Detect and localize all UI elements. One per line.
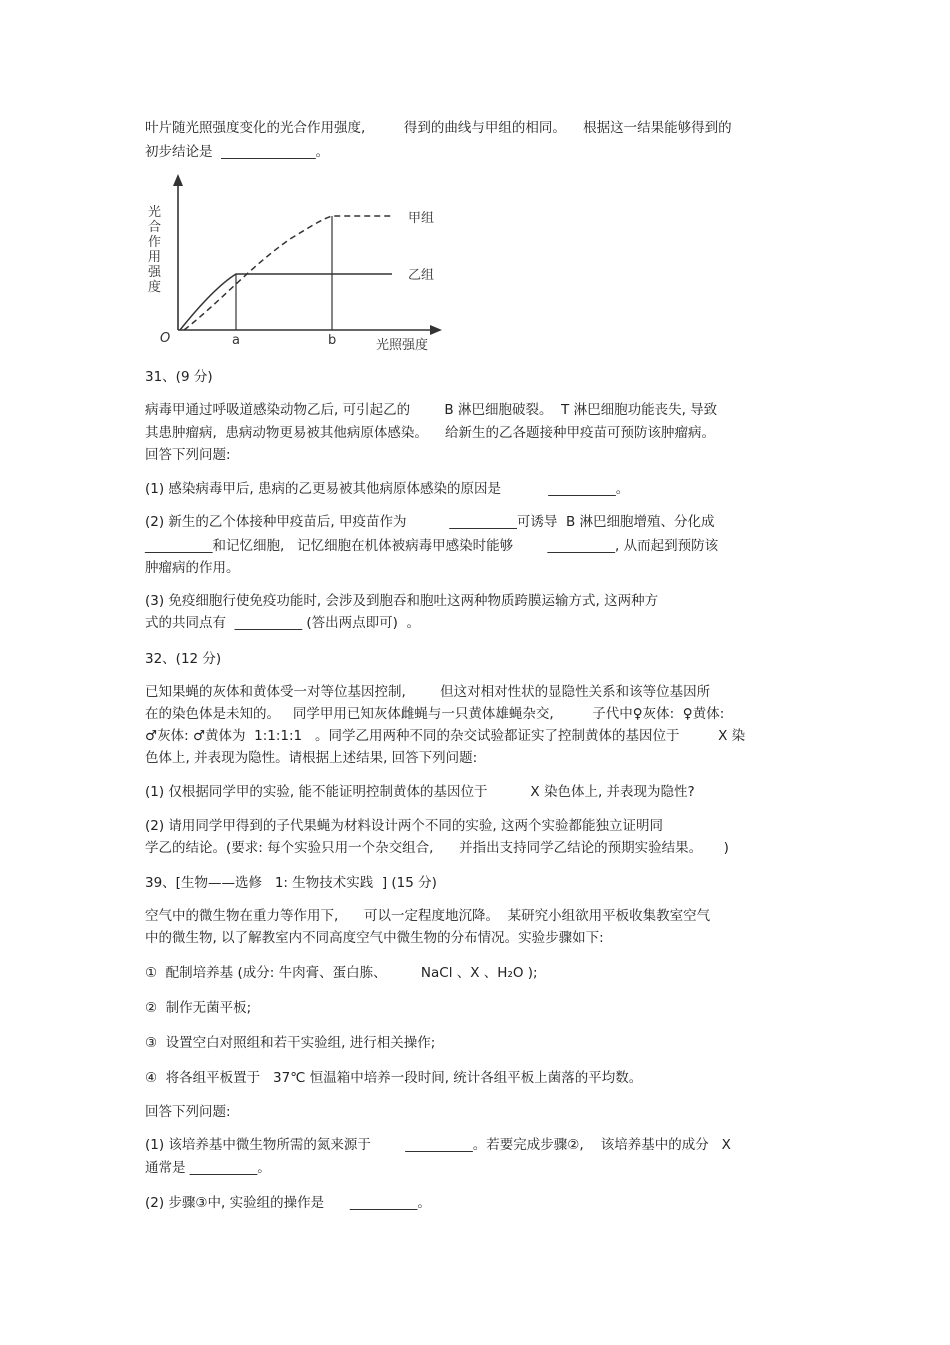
series-label-jia: 甲组 [408,211,435,226]
q32-s2b: 学乙的结论。(要求: 每个实验只用一个杂交组合, 并指出支持同学乙结论的预期实验结果。 ) [145,840,729,856]
y-axis-label-char: 合 [148,220,162,235]
q39-step3: ③ 设置空白对照组和若干实验组, 进行相关操作; [145,1035,436,1051]
q31-s2b: __________和记忆细胞, 记忆细胞在机体被病毒甲感染时能够 __________, 从而起到预防该 [145,538,719,554]
q39-s1a: (1) 该培养基中微生物所需的氮来源于 __________。若要完成步骤②, 该培养基中的成分 X [145,1137,731,1153]
q32-p3: ♂灰体: ♂黄体为 1:1:1:1 。同学乙用两种不同的杂交试验都证实了控制黄体的基因位于 X 染 [145,728,746,744]
q31-p3: 回答下列问题: [145,447,231,463]
q32-s2a: (2) 请用同学甲得到的子代果蝇为材料设计两个不同的实验, 这两个实验都能独立证明同 [145,818,663,834]
q32-p4: 色体上, 并表现为隐性。请根据上述结果, 回答下列问题: [145,750,478,766]
q32-header: 32、(12 分) [145,651,222,667]
x-axis-label: 光照强度 [376,338,429,353]
y-axis-label-char: 光 [148,205,162,220]
q39-s2: (2) 步骤③中, 实验组的操作是 __________。 [145,1195,431,1211]
y-axis-label-char: 强 [148,265,162,280]
q31-s2a: (2) 新生的乙个体接种甲疫苗后, 甲疫苗作为 __________可诱导 B 淋巴细胞增殖、分化成 [145,514,715,530]
q39-step1: ① 配制培养基 (成分: 牛肉膏、蛋白胨、 NaCl 、X 、H₂O ); [145,965,538,981]
q39-s1b: 通常是 __________。 [145,1160,271,1176]
q39-step2: ② 制作无菌平板; [145,1000,252,1016]
y-axis-label-char: 度 [148,280,162,295]
q39-p2: 中的微生物, 以了解教室内不同高度空气中微生物的分布情况。实验步骤如下: [145,930,604,946]
x-axis-arrow [430,325,442,335]
x-tick-b: b [328,333,337,348]
y-axis-label [148,204,162,295]
q39-step4: ④ 将各组平板置于 37℃ 恒温箱中培养一段时间, 统计各组平板上菌落的平均数。 [145,1070,643,1086]
q39-p1: 空气中的微生物在重力等作用下, 可以一定程度地沉降。 某研究小组欲用平板收集教室空气 [145,908,711,924]
q31-s3a: (3) 免疫细胞行使免疫功能时, 会涉及到胞吞和胞吐这两种物质跨膜运输方式, 这两种方 [145,593,659,609]
q31-p2: 其患肿瘤病, 患病动物更易被其他病原体感染。 给新生的乙各题接种甲疫苗可预防该肿瘤病。 [145,425,716,441]
q32-p2: 在的染色体是未知的。 同学甲用已知灰体雌蝇与一只黄体雄蝇杂交, 子代中♀灰体: ♀黄体: [145,706,725,722]
x-tick-a: a [232,333,240,348]
q32-s1: (1) 仅根据同学甲的实验, 能不能证明控制黄体的基因位于 X 染色体上, 并表现为隐性? [145,784,695,800]
q39-header: 39、[生物——选修 1: 生物技术实践 ] (15 分) [145,875,437,891]
series-line-jia [184,216,392,330]
origin-label: O [160,331,171,346]
q32-p1: 已知果蝇的灰体和黄体受一对等位基因控制, 但这对相对性状的显隐性关系和该等位基因所 [145,684,711,700]
y-axis-arrow [173,174,183,186]
q31-s3b: 式的共同点有 __________ (答出两点即可) 。 [145,615,420,631]
q31-s2c: 肿瘤病的作用。 [145,560,240,576]
intro-line-1: 叶片随光照强度变化的光合作用强度, 得到的曲线与甲组的相同。 根据这一结果能够得到的 [145,120,732,136]
photosynthesis-chart [140,172,450,357]
series-line-yi [180,274,392,330]
y-axis-label-char: 用 [148,250,162,265]
q31-s1: (1) 感染病毒甲后, 患病的乙更易被其他病原体感染的原因是 __________。 [145,481,630,497]
q31-p1: 病毒甲通过呼吸道感染动物乙后, 可引起乙的 B 淋巴细胞破裂。 T 淋巴细胞功能丧失, 导致 [145,402,718,418]
intro-line-2: 初步结论是 ______________。 [145,144,330,160]
q31-header: 31、(9 分) [145,369,213,385]
y-axis-label-char: 作 [148,235,162,250]
q39-p3: 回答下列问题: [145,1104,231,1120]
series-label-yi: 乙组 [408,268,435,283]
